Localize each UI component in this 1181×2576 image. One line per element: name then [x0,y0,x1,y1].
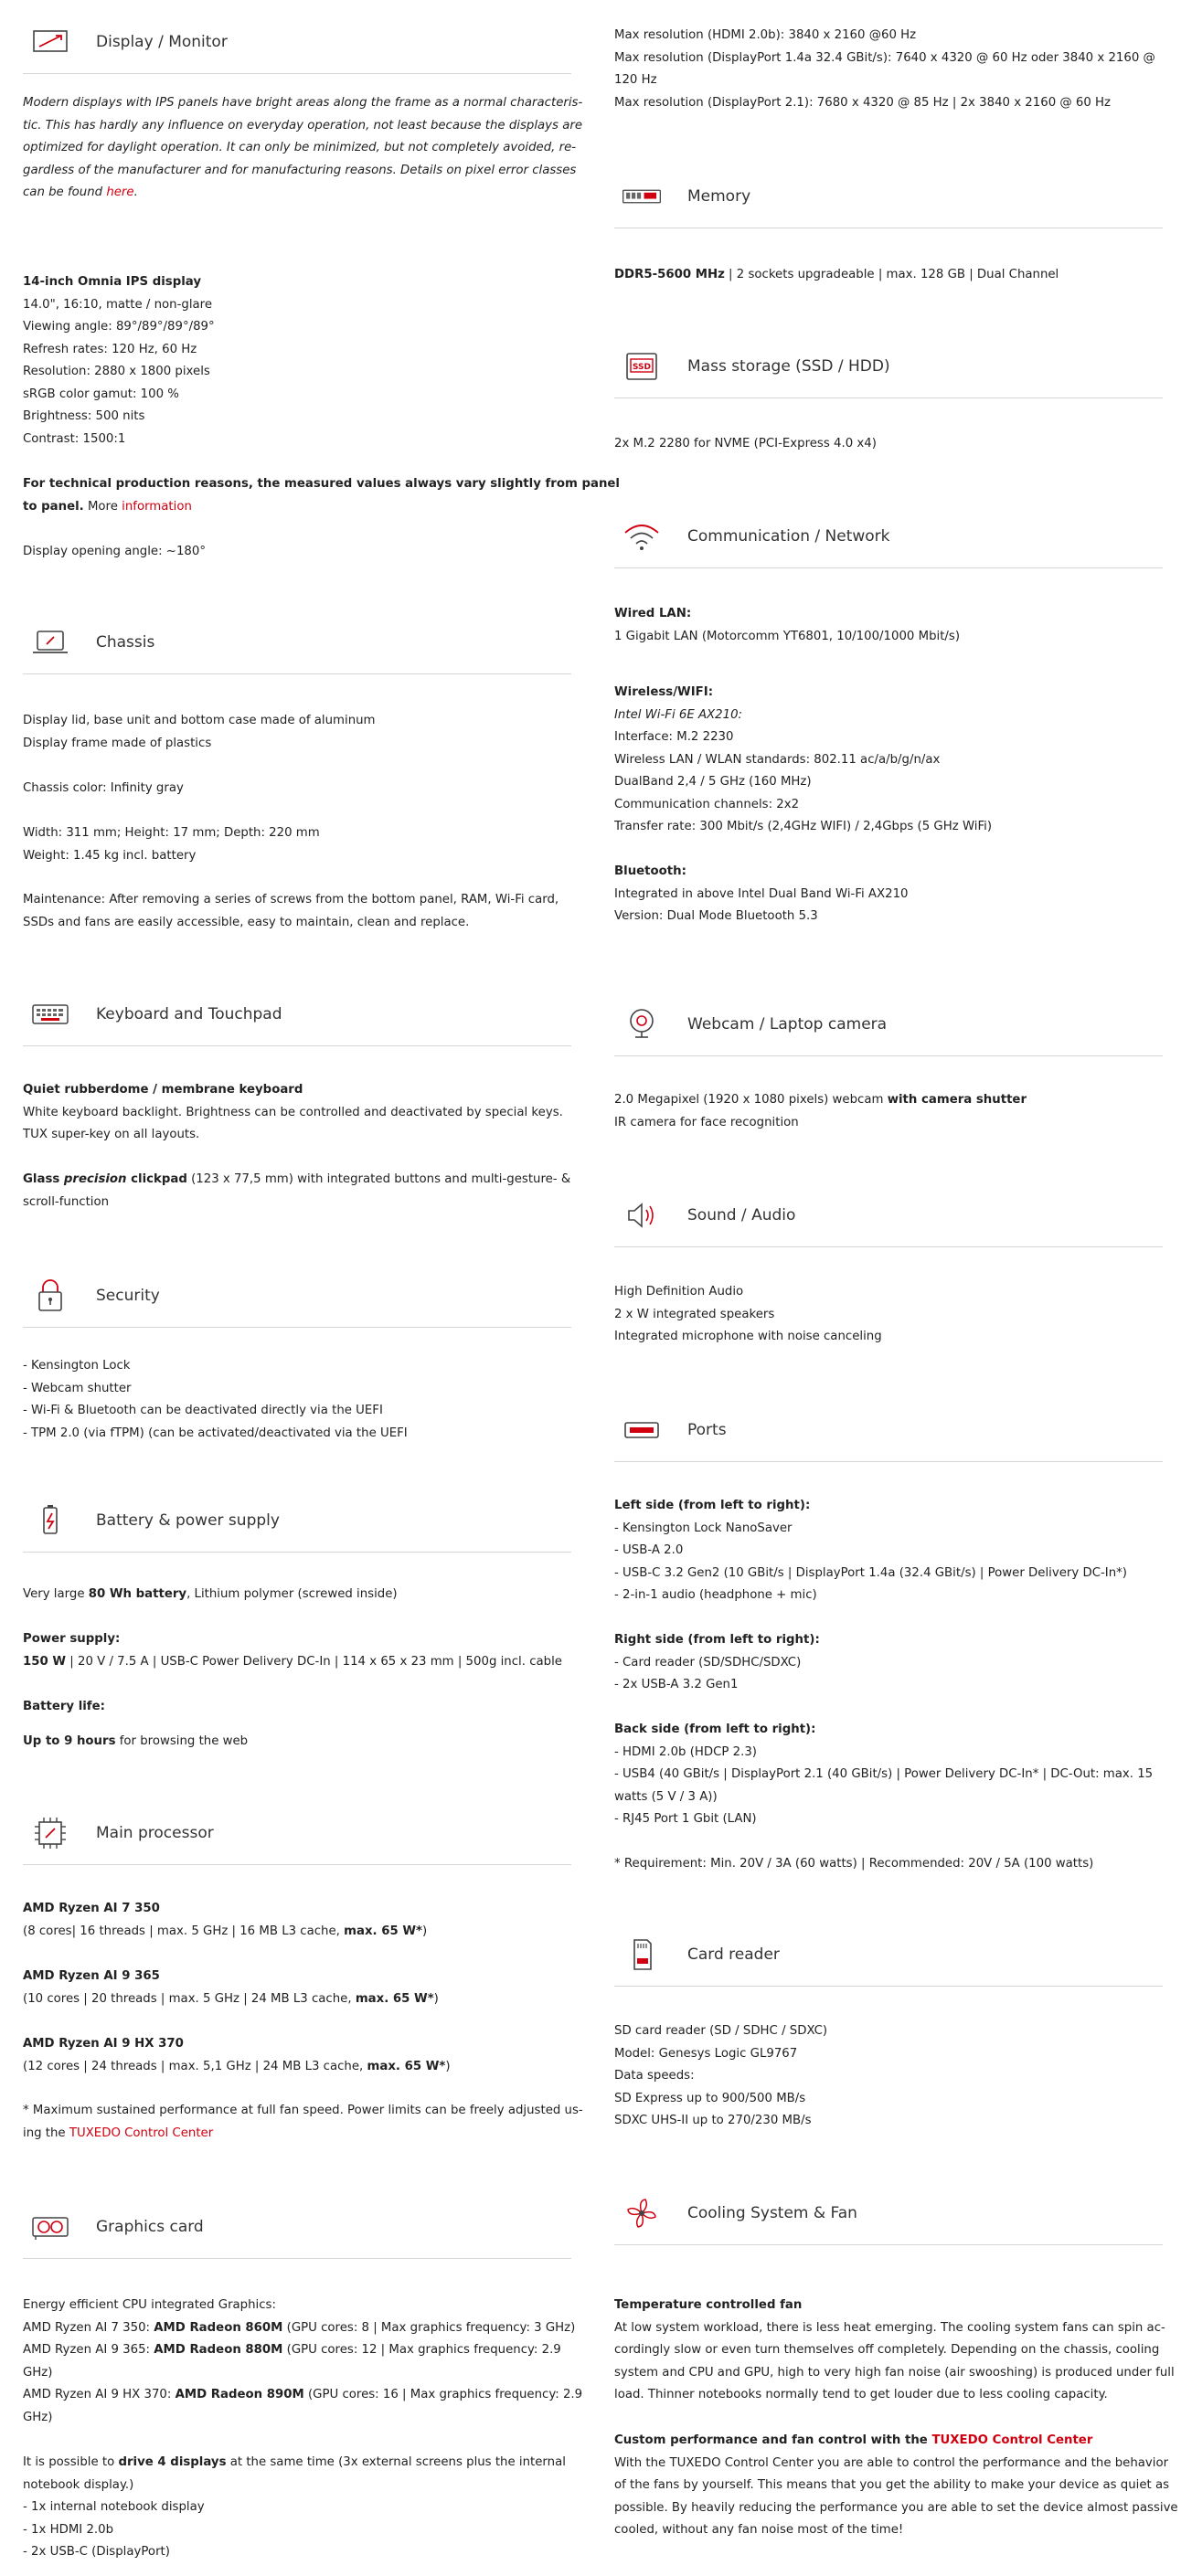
section-cardreader [614,1925,1163,1987]
cpu-option: AMD Ryzen AI 9 365 (10 cores | 20 threads | max. 5 GHz | 24 MB L3 cache, max. 65 W*) [23,1969,439,2006]
ram-icon [622,178,662,215]
section-header [23,613,571,674]
list-item: - Card reader (SD/SDHC/SDXC) [614,1655,802,1670]
spec-line: sRGB color gamut: 100 % [23,387,179,401]
control-center-link[interactable]: TUXEDO Control Center [931,2433,1093,2447]
list-item: - Kensington Lock [23,1359,131,1373]
note-line: Modern displays with IPS panels have bright areas along the frame as a normal characteris- [23,96,583,110]
list-item: - Wi-Fi & Bluetooth can be deactivated directly via the UEFI [23,1404,383,1417]
section-header [614,995,1163,1056]
section-title: Memory [687,187,751,206]
section-audio [614,1186,1163,1247]
section-battery [23,1491,571,1553]
section-header [614,1925,1163,1987]
gpu-icon [30,2209,70,2245]
list-item: - USB4 (40 GBit/s | DisplayPort 2.1 (40 GBit/s) | Power Delivery DC-In* | DC-Out: max. 15 [614,1767,1154,1781]
max-resolutions: Max resolution (HDMI 2.0b): 3840 x 2160 @60 Hz Max resolution (DisplayPort 1.4a 32.4 GBit/s): 7640 x 4320 @ 60 Hz oder 3840 x 2160 @ 120 Hz Max resolution (DisplayPort 2.1): 7680 x 4320 @ 85 Hz | 2x 3840 x 2160 @ 60 Hz [614,28,1155,110]
section-title: Cooling System & Fan [687,2204,857,2222]
section-header [23,13,571,74]
gpu-row: AMD Ryzen AI 9 365: AMD Radeon 880M (GPU cores: 12 | Max graphics frequency: 2.9 [23,2343,561,2357]
production-note: For technical production reasons, the measured values always vary slightly from panel to panel. More information [23,477,620,514]
section-title: Battery & power supply [96,1511,280,1530]
list-item: - HDMI 2.0b (HDCP 2.3) [614,1744,757,1759]
section-title: Ports [687,1421,727,1439]
section-title: Graphics card [96,2218,204,2236]
webcam-icon [622,1006,662,1043]
laptop-icon [30,624,70,661]
section-title: Communication / Network [687,527,890,546]
section-cooling [614,2184,1163,2245]
section-header [614,507,1163,568]
sd-card-icon [622,1936,662,1973]
list-item: - 2x USB-A 3.2 Gen1 [614,1678,739,1691]
section-ports [614,1401,1163,1462]
spec-line: Contrast: 1500:1 [23,431,126,446]
control-center-link[interactable]: TUXEDO Control Center [69,2125,214,2140]
section-header [23,1804,571,1865]
section-graphics [23,2198,571,2259]
section-header [614,2184,1163,2245]
section-title: Mass storage (SSD / HDD) [687,357,890,376]
note-line: gardless of the manufacturer and for manufacturing reasons. Details on pixel error classes [23,163,577,177]
section-title: Main processor [96,1824,214,1842]
pixel-error-link[interactable]: here [106,186,134,199]
section-chassis [23,613,571,674]
chassis-color: Chassis color: Infinity gray [23,781,184,795]
section-keyboard [23,985,571,1046]
section-title: Webcam / Laptop camera [687,1015,888,1034]
list-item: - RJ45 Port 1 Gbit (LAN) [614,1812,757,1826]
section-header [23,1491,571,1553]
section-webcam [614,995,1163,1056]
list-item: - 2x USB-C (DisplayPort) [23,2545,170,2559]
svg-text:SSD: SSD [632,363,652,372]
cpu-option: AMD Ryzen AI 9 HX 370 (12 cores | 24 threads | max. 5,1 GHz | 24 MB L3 cache, max. 65 W*) [23,2037,451,2073]
keyboard-icon [30,996,70,1033]
section-title: Sound / Audio [687,1206,796,1224]
section-network [614,507,1163,568]
spec-line: 14.0", 16:10, matte / non-glare [23,297,213,312]
section-title: Security [96,1287,160,1305]
spec-line: Resolution: 2880 x 1800 pixels [23,365,210,378]
spec-line: Brightness: 500 nits [23,409,145,423]
section-header [614,337,1163,398]
section-title: Display / Monitor [96,33,228,51]
list-item: - 2-in-1 audio (headphone + mic) [614,1588,817,1602]
display-specs [23,271,571,451]
list-item: - 1x HDMI 2.0b [23,2522,114,2537]
panel-name: 14-inch Omnia IPS display [23,275,202,289]
list-item: - USB-C 3.2 Gen2 (10 GBit/s | DisplayPort 1.4a (32.4 GBit/s) | Power Delivery DC-In*) [614,1565,1127,1580]
note-line: can be found here. [23,186,138,199]
section-title: Chassis [96,633,155,652]
section-title: Keyboard and Touchpad [96,1005,282,1023]
information-link[interactable]: information [122,499,192,514]
section-title: Card reader [687,1945,780,1964]
section-header [614,1401,1163,1462]
list-item: - TPM 2.0 (via fTPM) (can be activated/deactivated via the UEFI [23,1426,408,1440]
speaker-icon [622,1197,662,1234]
section-storage [614,337,1163,398]
section-display [23,13,571,74]
section-header [23,985,571,1046]
note-line: optimized for daylight operation. It can only be minimized, but not completely avoided, re- [23,141,577,154]
fan-icon [622,2195,662,2231]
gpu-row: AMD Ryzen AI 9 HX 370: AMD Radeon 890M (GPU cores: 16 | Max graphics frequency: 2.9 [23,2388,583,2401]
list-item: - USB-A 2.0 [614,1543,684,1557]
spec-line: Viewing angle: 89°/89°/89°/89° [23,320,215,334]
gpu-row: AMD Ryzen AI 7 350: AMD Radeon 860M (GPU cores: 8 | Max graphics frequency: 3 GHz) [23,2320,576,2335]
wifi-icon [622,518,662,555]
section-memory [614,167,1163,228]
monitor-icon [30,24,70,60]
cpu-icon [30,1815,70,1851]
battery-icon [30,1502,70,1539]
list-item: - Webcam shutter [23,1381,132,1395]
cpu-option: AMD Ryzen AI 7 350 (8 cores| 16 threads | max. 5 GHz | 16 MB L3 cache, max. 65 W*) [23,1902,428,1938]
section-header [614,167,1163,228]
ssd-icon [622,348,662,385]
port-icon [622,1412,662,1448]
section-security [23,1267,571,1328]
display-note [23,92,583,205]
note-line: tic. This has hardly any influence on everyday operation, not least because the displays are [23,118,582,133]
section-header [614,1186,1163,1247]
section-processor [23,1804,571,1865]
spec-line: Refresh rates: 120 Hz, 60 Hz [23,342,197,356]
lock-icon [30,1277,70,1314]
list-item: - Kensington Lock NanoSaver [614,1521,793,1535]
opening-angle: Display opening angle: ~180° [23,545,206,558]
list-item: - 1x internal notebook display [23,2500,205,2514]
section-header [23,2198,571,2259]
section-header [23,1267,571,1328]
